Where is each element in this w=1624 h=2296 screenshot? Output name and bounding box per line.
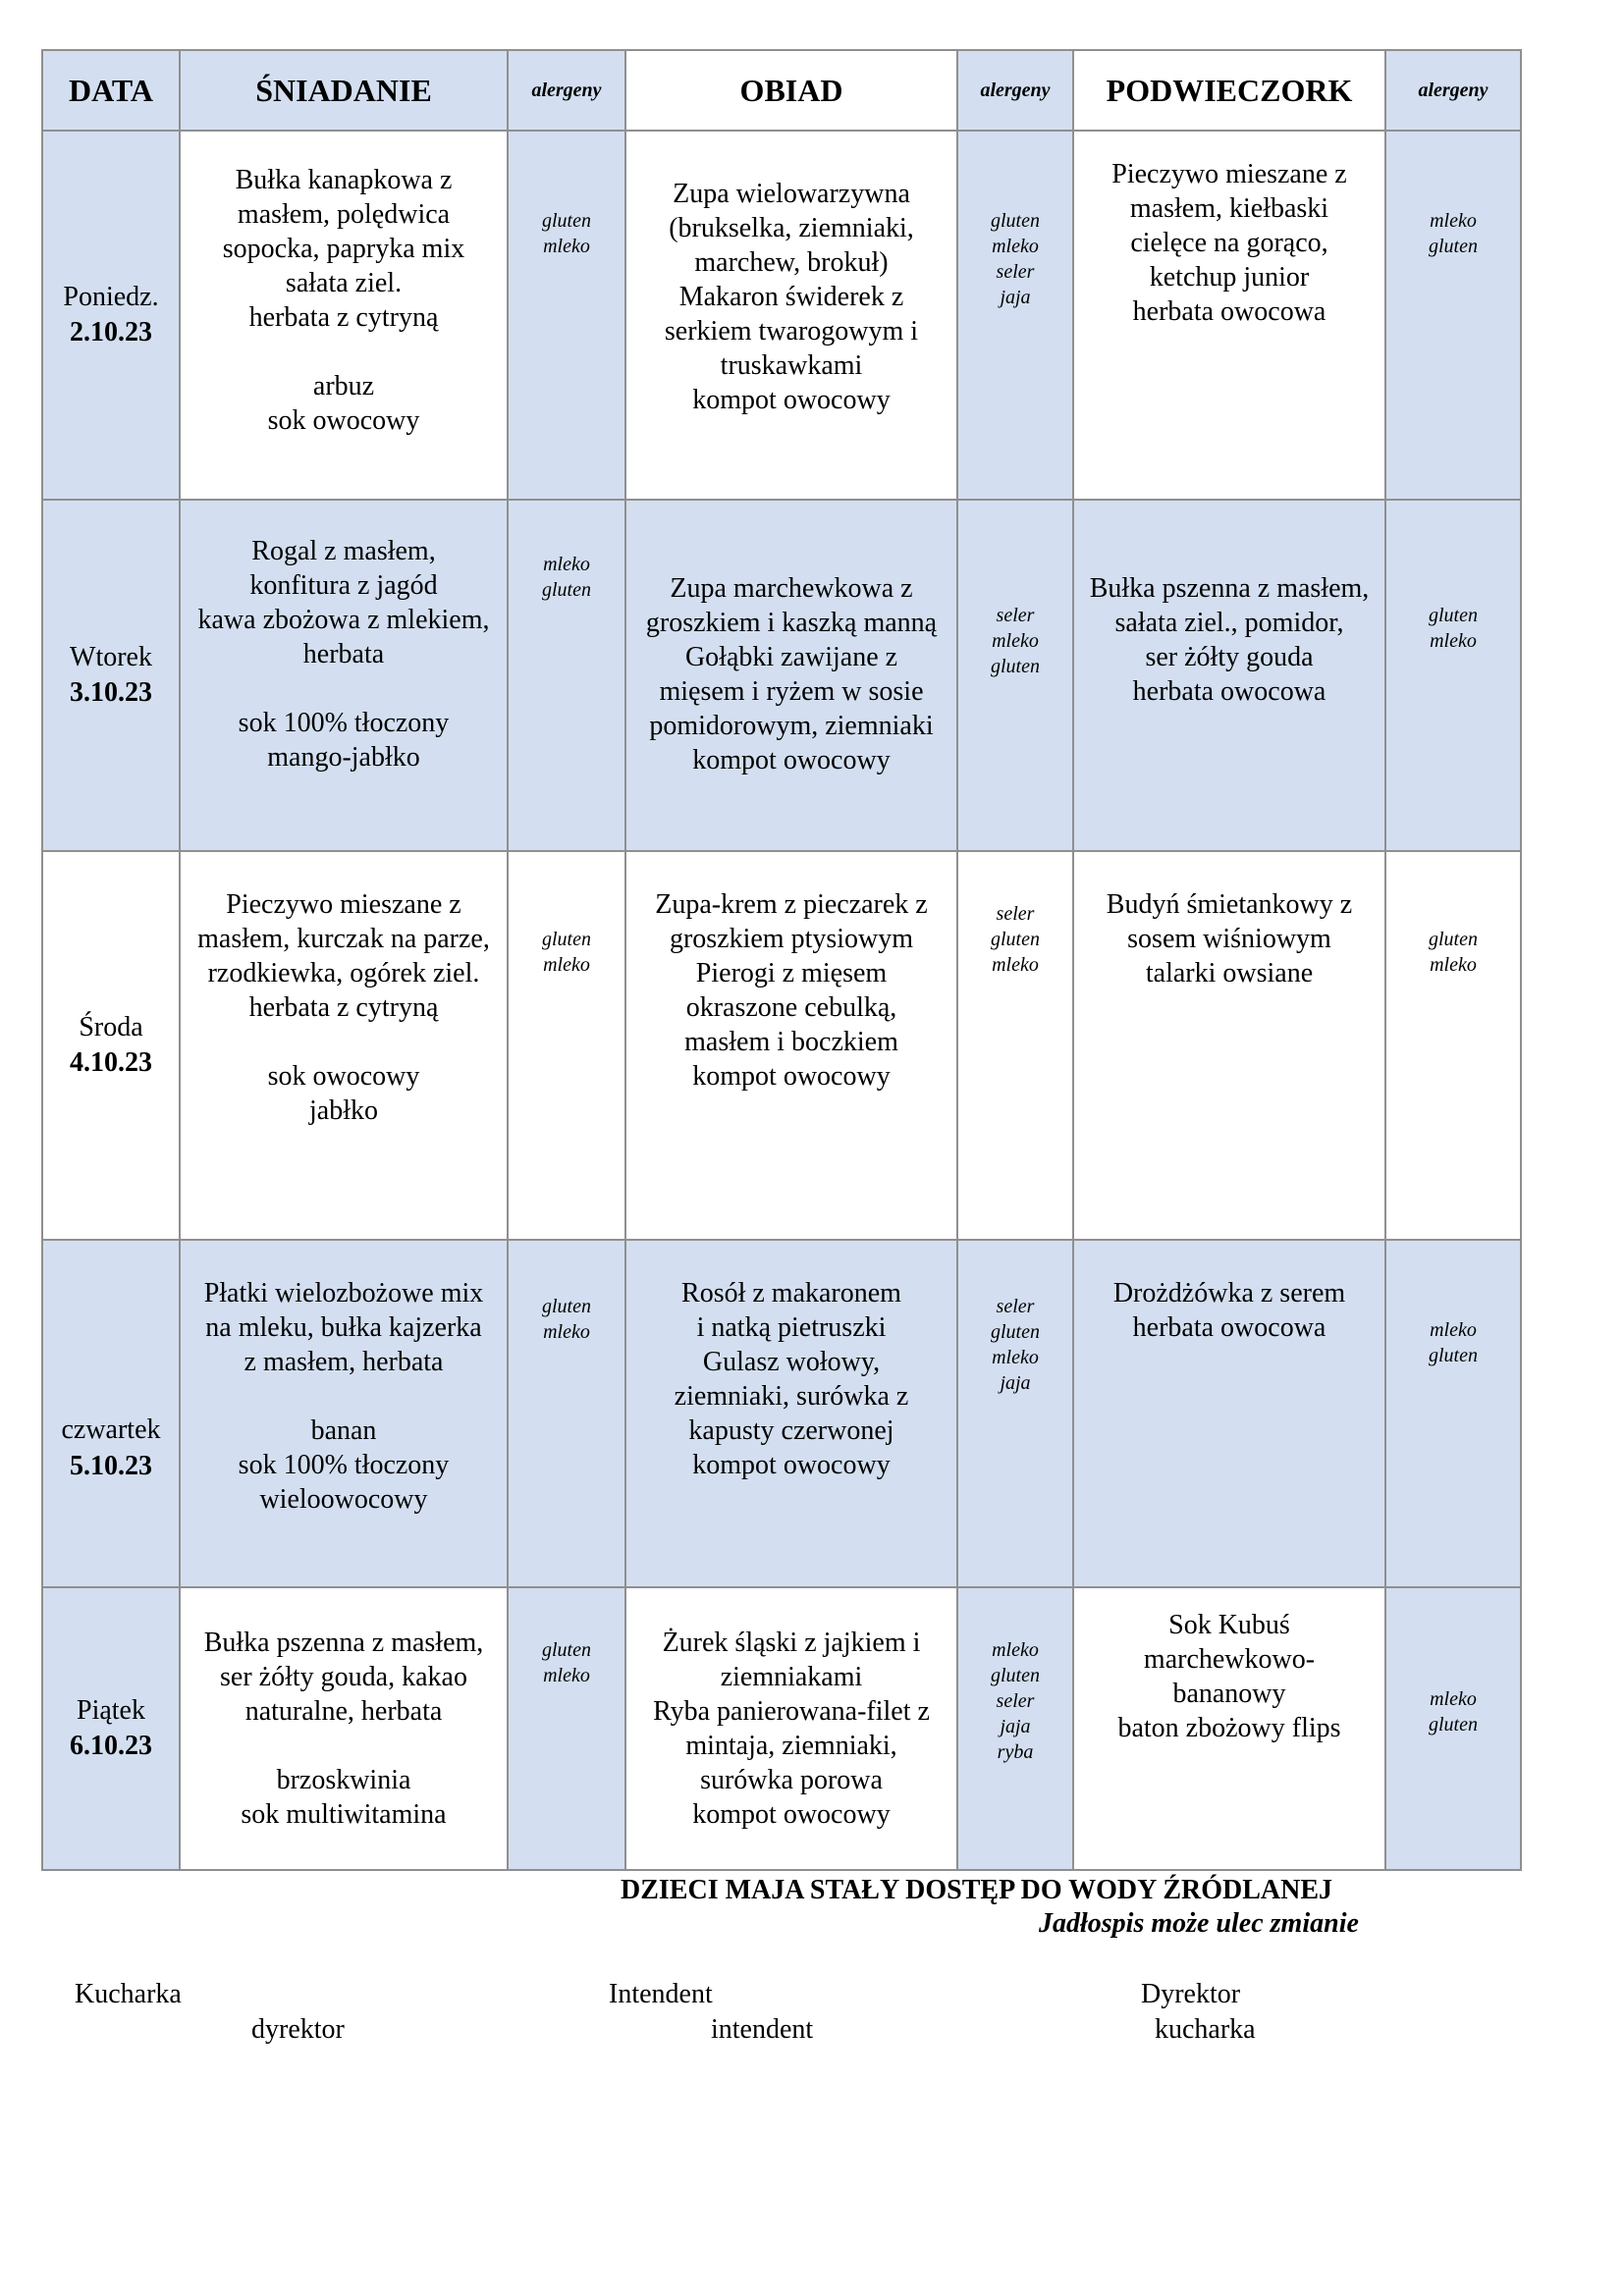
header-row xyxy=(42,50,1521,131)
snack-allergens: mleko gluten xyxy=(1385,1587,1521,1870)
day-date: 3.10.23 xyxy=(70,677,152,708)
snack-cell: Bułka pszenna z masłem, sałata ziel., pomidor, ser żółty gouda herbata owocowa xyxy=(1073,500,1385,851)
lunch-cell: Zupa marchewkowa z groszkiem i kaszką manną Gołąbki zawijane z mięsem i ryżem w sosie pomidorowym, ziemniaki kompot owocowy xyxy=(625,500,957,851)
header-lunch: OBIAD xyxy=(625,50,957,131)
snack-allergens: mleko gluten xyxy=(1385,1240,1521,1587)
snack-allergens: gluten mleko xyxy=(1385,851,1521,1240)
header-snack: PODWIECZORK xyxy=(1073,50,1385,131)
snack-allergens: gluten mleko xyxy=(1385,500,1521,851)
signature-name: kucharka xyxy=(1155,2014,1256,2045)
day-date: 6.10.23 xyxy=(70,1731,152,1761)
breakfast-allergens: gluten mleko xyxy=(508,1587,625,1870)
lunch-cell: Żurek śląski z jajkiem i ziemniakami Ryba panierowana-filet z mintaja, ziemniaki, surówka porowa kompot owocowy xyxy=(625,1587,957,1870)
day-name: czwartek xyxy=(61,1415,161,1446)
change-note: Jadłospis może ulec zmianie xyxy=(1039,1908,1359,1939)
lunch-allergens: gluten mleko seler jaja xyxy=(957,131,1073,500)
lunch-allergens: seler mleko gluten xyxy=(957,500,1073,851)
breakfast-allergens: gluten mleko xyxy=(508,131,625,500)
snack-cell: Sok Kubuś marchewkowo- bananowy baton zbożowy flips xyxy=(1073,1587,1385,1870)
breakfast-allergens: gluten mleko xyxy=(508,851,625,1240)
breakfast-cell: Płatki wielozbożowe mix na mleku, bułka kajzerka z masłem, herbata banan sok 100% tłoczony wieloowocowy xyxy=(180,1240,508,1587)
table-row xyxy=(42,851,1521,1240)
date-cell xyxy=(42,1240,180,1587)
date-cell xyxy=(42,1587,180,1870)
signature-title: Dyrektor xyxy=(1141,1979,1241,2009)
signature-name: dyrektor xyxy=(251,2014,345,2045)
lunch-allergens: seler gluten mleko jaja xyxy=(957,1240,1073,1587)
date-cell xyxy=(42,851,180,1240)
breakfast-allergens: mleko gluten xyxy=(508,500,625,851)
header-allergens: alergeny xyxy=(957,50,1073,131)
snack-allergens: mleko gluten xyxy=(1385,131,1521,500)
snack-cell: Pieczywo mieszane z masłem, kiełbaski cielęce na gorąco, ketchup junior herbata owocowa xyxy=(1073,131,1385,500)
breakfast-cell: Bułka pszenna z masłem, ser żółty gouda, kakao naturalne, herbata brzoskwinia sok multiwitamina xyxy=(180,1587,508,1870)
snack-cell: Drożdżówka z serem herbata owocowa xyxy=(1073,1240,1385,1587)
breakfast-allergens: gluten mleko xyxy=(508,1240,625,1587)
table-row xyxy=(42,131,1521,500)
signature-title: Intendent xyxy=(609,1979,713,2009)
signature-name: intendent xyxy=(711,2014,814,2045)
day-date: 4.10.23 xyxy=(70,1047,152,1078)
breakfast-cell: Bułka kanapkowa z masłem, polędwica sopocka, papryka mix sałata ziel. herbata z cytryną arbuz sok owocowy xyxy=(180,131,508,500)
day-name: Wtorek xyxy=(70,641,152,672)
day-name: Poniedz. xyxy=(63,281,159,312)
breakfast-cell: Rogal z masłem, konfitura z jagód kawa zbożowa z mlekiem, herbata sok 100% tłoczony mango-jabłko xyxy=(180,500,508,851)
menu-table xyxy=(41,49,1522,1871)
table-row xyxy=(42,1587,1521,1870)
snack-cell: Budyń śmietankowy z sosem wiśniowym talarki owsiane xyxy=(1073,851,1385,1240)
lunch-allergens: seler gluten mleko xyxy=(957,851,1073,1240)
header-date: DATA xyxy=(42,50,180,131)
lunch-cell: Zupa wielowarzywna (brukselka, ziemniaki, marchew, brokuł) Makaron świderek z serkiem twarogowym i truskawkami kompot owocowy xyxy=(625,131,957,500)
date-cell xyxy=(42,500,180,851)
breakfast-cell: Pieczywo mieszane z masłem, kurczak na parze, rzodkiewka, ogórek ziel. herbata z cytryną sok owocowy jabłko xyxy=(180,851,508,1240)
day-date: 5.10.23 xyxy=(70,1450,152,1481)
lunch-cell: Rosół z makaronem i natką pietruszki Gulasz wołowy, ziemniaki, surówka z kapusty czerwonej kompot owocowy xyxy=(625,1240,957,1587)
lunch-allergens: mleko gluten seler jaja ryba xyxy=(957,1587,1073,1870)
lunch-cell: Zupa-krem z pieczarek z groszkiem ptysiowym Pierogi z mięsem okraszone cebulką, masłem i boczkiem kompot owocowy xyxy=(625,851,957,1240)
day-name: Piątek xyxy=(77,1694,145,1726)
day-name: Środa xyxy=(79,1011,143,1042)
table-row xyxy=(42,1240,1521,1587)
water-note: DZIECI MAJA STAŁY DOSTĘP DO WODY ŹRÓDLANEJ xyxy=(621,1875,1333,1905)
date-cell xyxy=(42,131,180,500)
table-row xyxy=(42,500,1521,851)
header-allergens: alergeny xyxy=(1385,50,1521,131)
header-breakfast: ŚNIADANIE xyxy=(180,50,508,131)
day-date: 2.10.23 xyxy=(70,317,152,347)
header-allergens: alergeny xyxy=(508,50,625,131)
signature-title: Kucharka xyxy=(75,1979,182,2009)
